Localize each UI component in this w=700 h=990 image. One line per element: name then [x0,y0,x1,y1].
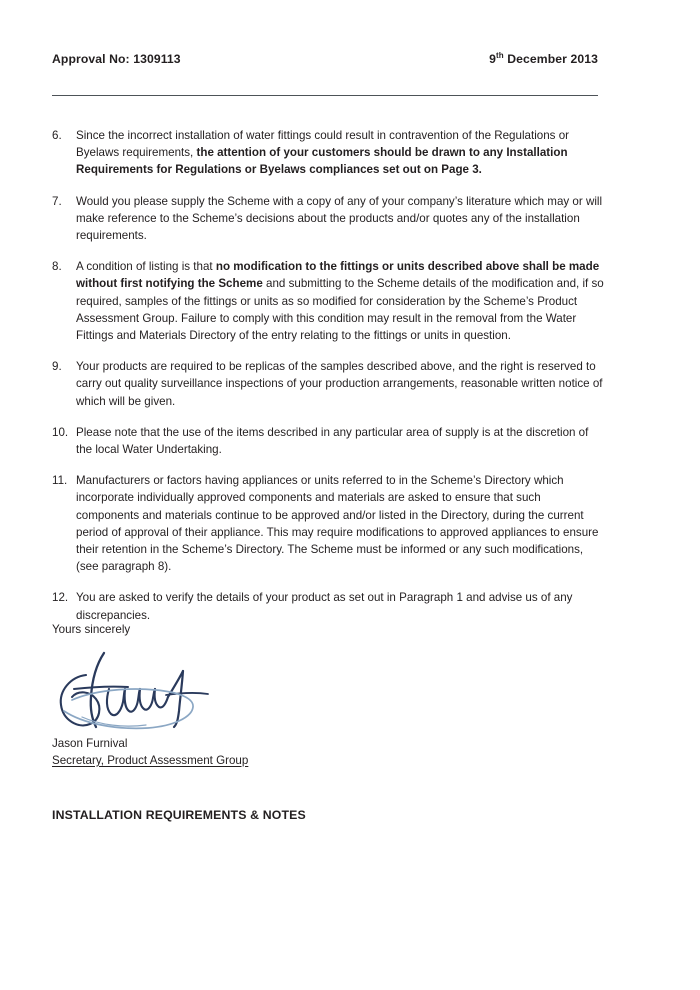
clause-number: 6. [52,129,62,142]
list-item [52,127,604,179]
list-item [52,589,604,623]
clause-text [76,424,604,458]
letter-header [52,52,598,66]
date-ordinal-suffix: th [496,50,504,60]
clause-text [76,472,604,575]
clause-number: 9. [52,360,62,374]
handwritten-signature [52,645,252,737]
clause-text [76,258,604,344]
clause-list [52,127,604,638]
list-item [52,424,604,458]
list-item [52,258,604,344]
clause-number: 12. [52,591,69,605]
list-item [52,193,604,245]
header-divider-rule [52,95,598,96]
clause-text-plain: You are asked to verify the details of your product as set out in Paragraph 1 and advise us of any discrepancies. [76,591,573,622]
clause-text-plain: Since the incorrect installation of water fittings could result in contravention of the Regulations or Byelaws requirements, [76,129,570,160]
clause-text-plain: Please note that the use of the items described in any particular area of supply is at the discretion of the local Water Undertaking. [76,425,589,457]
signer-name: Jason Furnival [52,737,128,750]
clause-text-plain: and submitting to the Scheme details of the modification and, if so required, samples of the fittings or units as so modified for consideration by the Scheme’s Product Assessment Group. Failure to comply with this condition may result in the removal from the Water Fittings and Materials Directory of the entry relating to the fittings or units in question. [76,277,604,343]
clause-text-plain: Your products are required to be replicas of the samples described above, and the right is reserved to carry out quality surveillance inspections of your production arrangements, reasonable written notice of which will be given. [76,360,603,408]
clause-number: 7. [52,194,62,208]
date-day: 9 [489,52,496,66]
date-month-year: December 2013 [503,52,598,66]
clause-text [76,127,604,179]
clause-number: 8. [52,260,62,274]
closing-salutation: Yours sincerely [52,623,131,636]
clause-text-plain: A condition of listing is that [76,260,216,274]
clause-text [76,358,604,410]
clause-number: 10. [52,425,69,439]
clause-text [76,589,604,623]
clause-text-plain: Would you please supply the Scheme with a copy of any of your company’s literature which may or will make reference to the Scheme’s decisions about the products and/or quotes any of the installation requirements. [76,194,603,243]
clause-text [76,193,604,245]
approval-number: Approval No: 1309113 [52,52,181,66]
letter-date [489,52,598,66]
section-heading: INSTALLATION REQUIREMENTS & NOTES [52,808,306,822]
clause-text-emphasis: the attention of your customers should be drawn to any Installation Requirements for Regulations or Byelaws compliances set out on Page 3. [76,146,568,177]
list-item [52,472,604,575]
clause-text-plain: Manufacturers or factors having appliances or units referred to in the Scheme’s Directory which incorporate individually approved components and materials are asked to ensure that such components and materials continue to be approved and/or listed in the Directory, during the current period of approval of their appliance. This may require modifications to approved appliances to ensure their retention in the Scheme’s Directory. The Scheme must be informed or any such modifications, (see paragraph 8). [76,474,599,574]
signer-block [52,736,248,769]
list-item [52,358,604,410]
clause-text-emphasis: no modification to the fittings or units described above shall be made without first notifying the Scheme [76,260,600,291]
signer-role: Secretary, Product Assessment Group [52,753,249,767]
clause-number: 11. [52,474,68,488]
